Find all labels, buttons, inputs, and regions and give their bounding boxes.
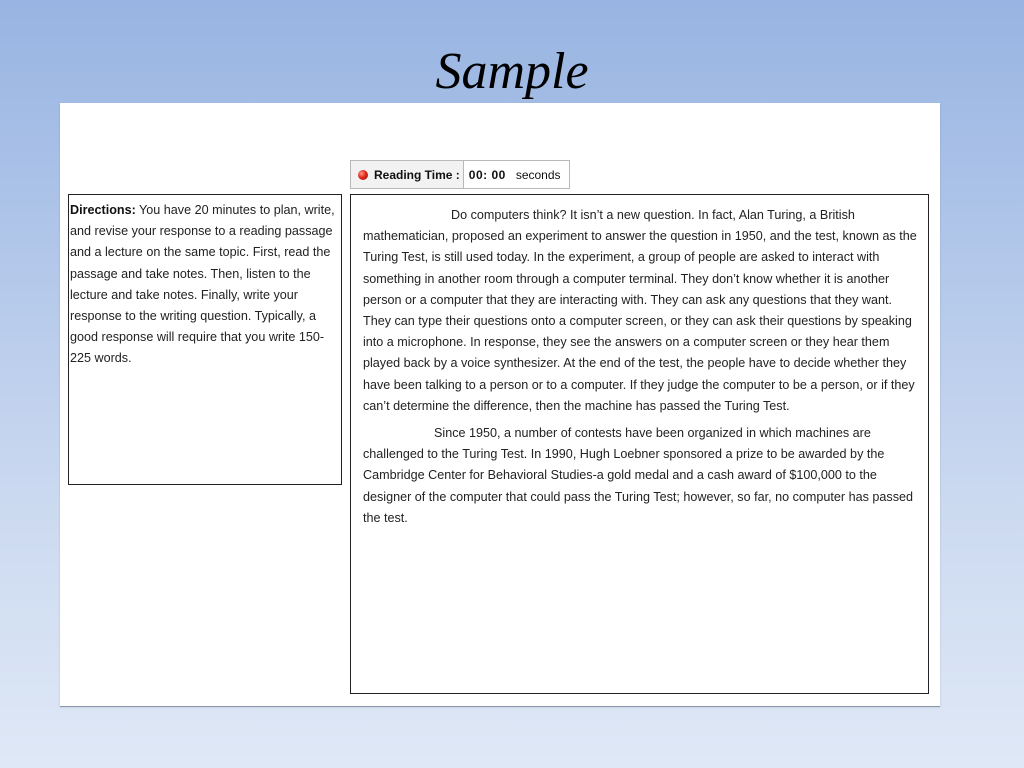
timer-value-box bbox=[463, 161, 569, 188]
directions-text: You have 20 minutes to plan, write, and revise your response to a reading passage and a lecture on the same topic. First, read the passage and take notes. Then, listen to the lecture and take notes. Finally, write your response to the writing question. Typically, a good response will require that you write 150-225 words. bbox=[70, 203, 335, 366]
passage-paragraph: Do computers think? It isn’t a new question. In fact, Alan Turing, a British mathematician, proposed an experiment to answer the question in 1950, and the test, known as the Turing Test, is still used today. In the experiment, a group of people are asked to interact with something in another room through a computer terminal. They don’t know whether it is another person or a computer that they are interacting with. They can ask any questions that they want. They can type their questions onto a computer screen, or they can ask their questions by speaking into a microphone. In response, they see the answers on a computer screen or they hear them played back by a voice synthesizer. At the end of the test, the people have to decide whether they have been talking to a person or to a computer. If they judge the computer to be a person, or if they can’t determine the difference, then the machine has passed the Turing Test. bbox=[363, 208, 917, 413]
record-icon bbox=[358, 170, 368, 180]
passage-paragraph: Since 1950, a number of contests have been organized in which machines are challenged to the Turing Test. In 1990, Hugh Loebner sponsored a prize to be awarded by the Cambridge Center for Behavioral Studies-a gold medal and a cash award of $100,000 to the designer of the computer that could pass the Turing Test; however, so far, no computer has passed the test. bbox=[363, 426, 914, 525]
timer-label: Reading Time : bbox=[374, 167, 460, 182]
test-screenshot-panel bbox=[60, 103, 940, 706]
directions-heading: Directions: bbox=[70, 203, 136, 217]
timer-unit: seconds bbox=[515, 167, 561, 182]
timer-value: 00: 00 bbox=[468, 167, 506, 182]
reading-passage-box[interactable] bbox=[350, 194, 929, 694]
directions-box bbox=[68, 194, 342, 485]
slide-title: Sample bbox=[435, 43, 589, 100]
reading-timer bbox=[350, 160, 570, 189]
panel-divider bbox=[60, 706, 940, 707]
